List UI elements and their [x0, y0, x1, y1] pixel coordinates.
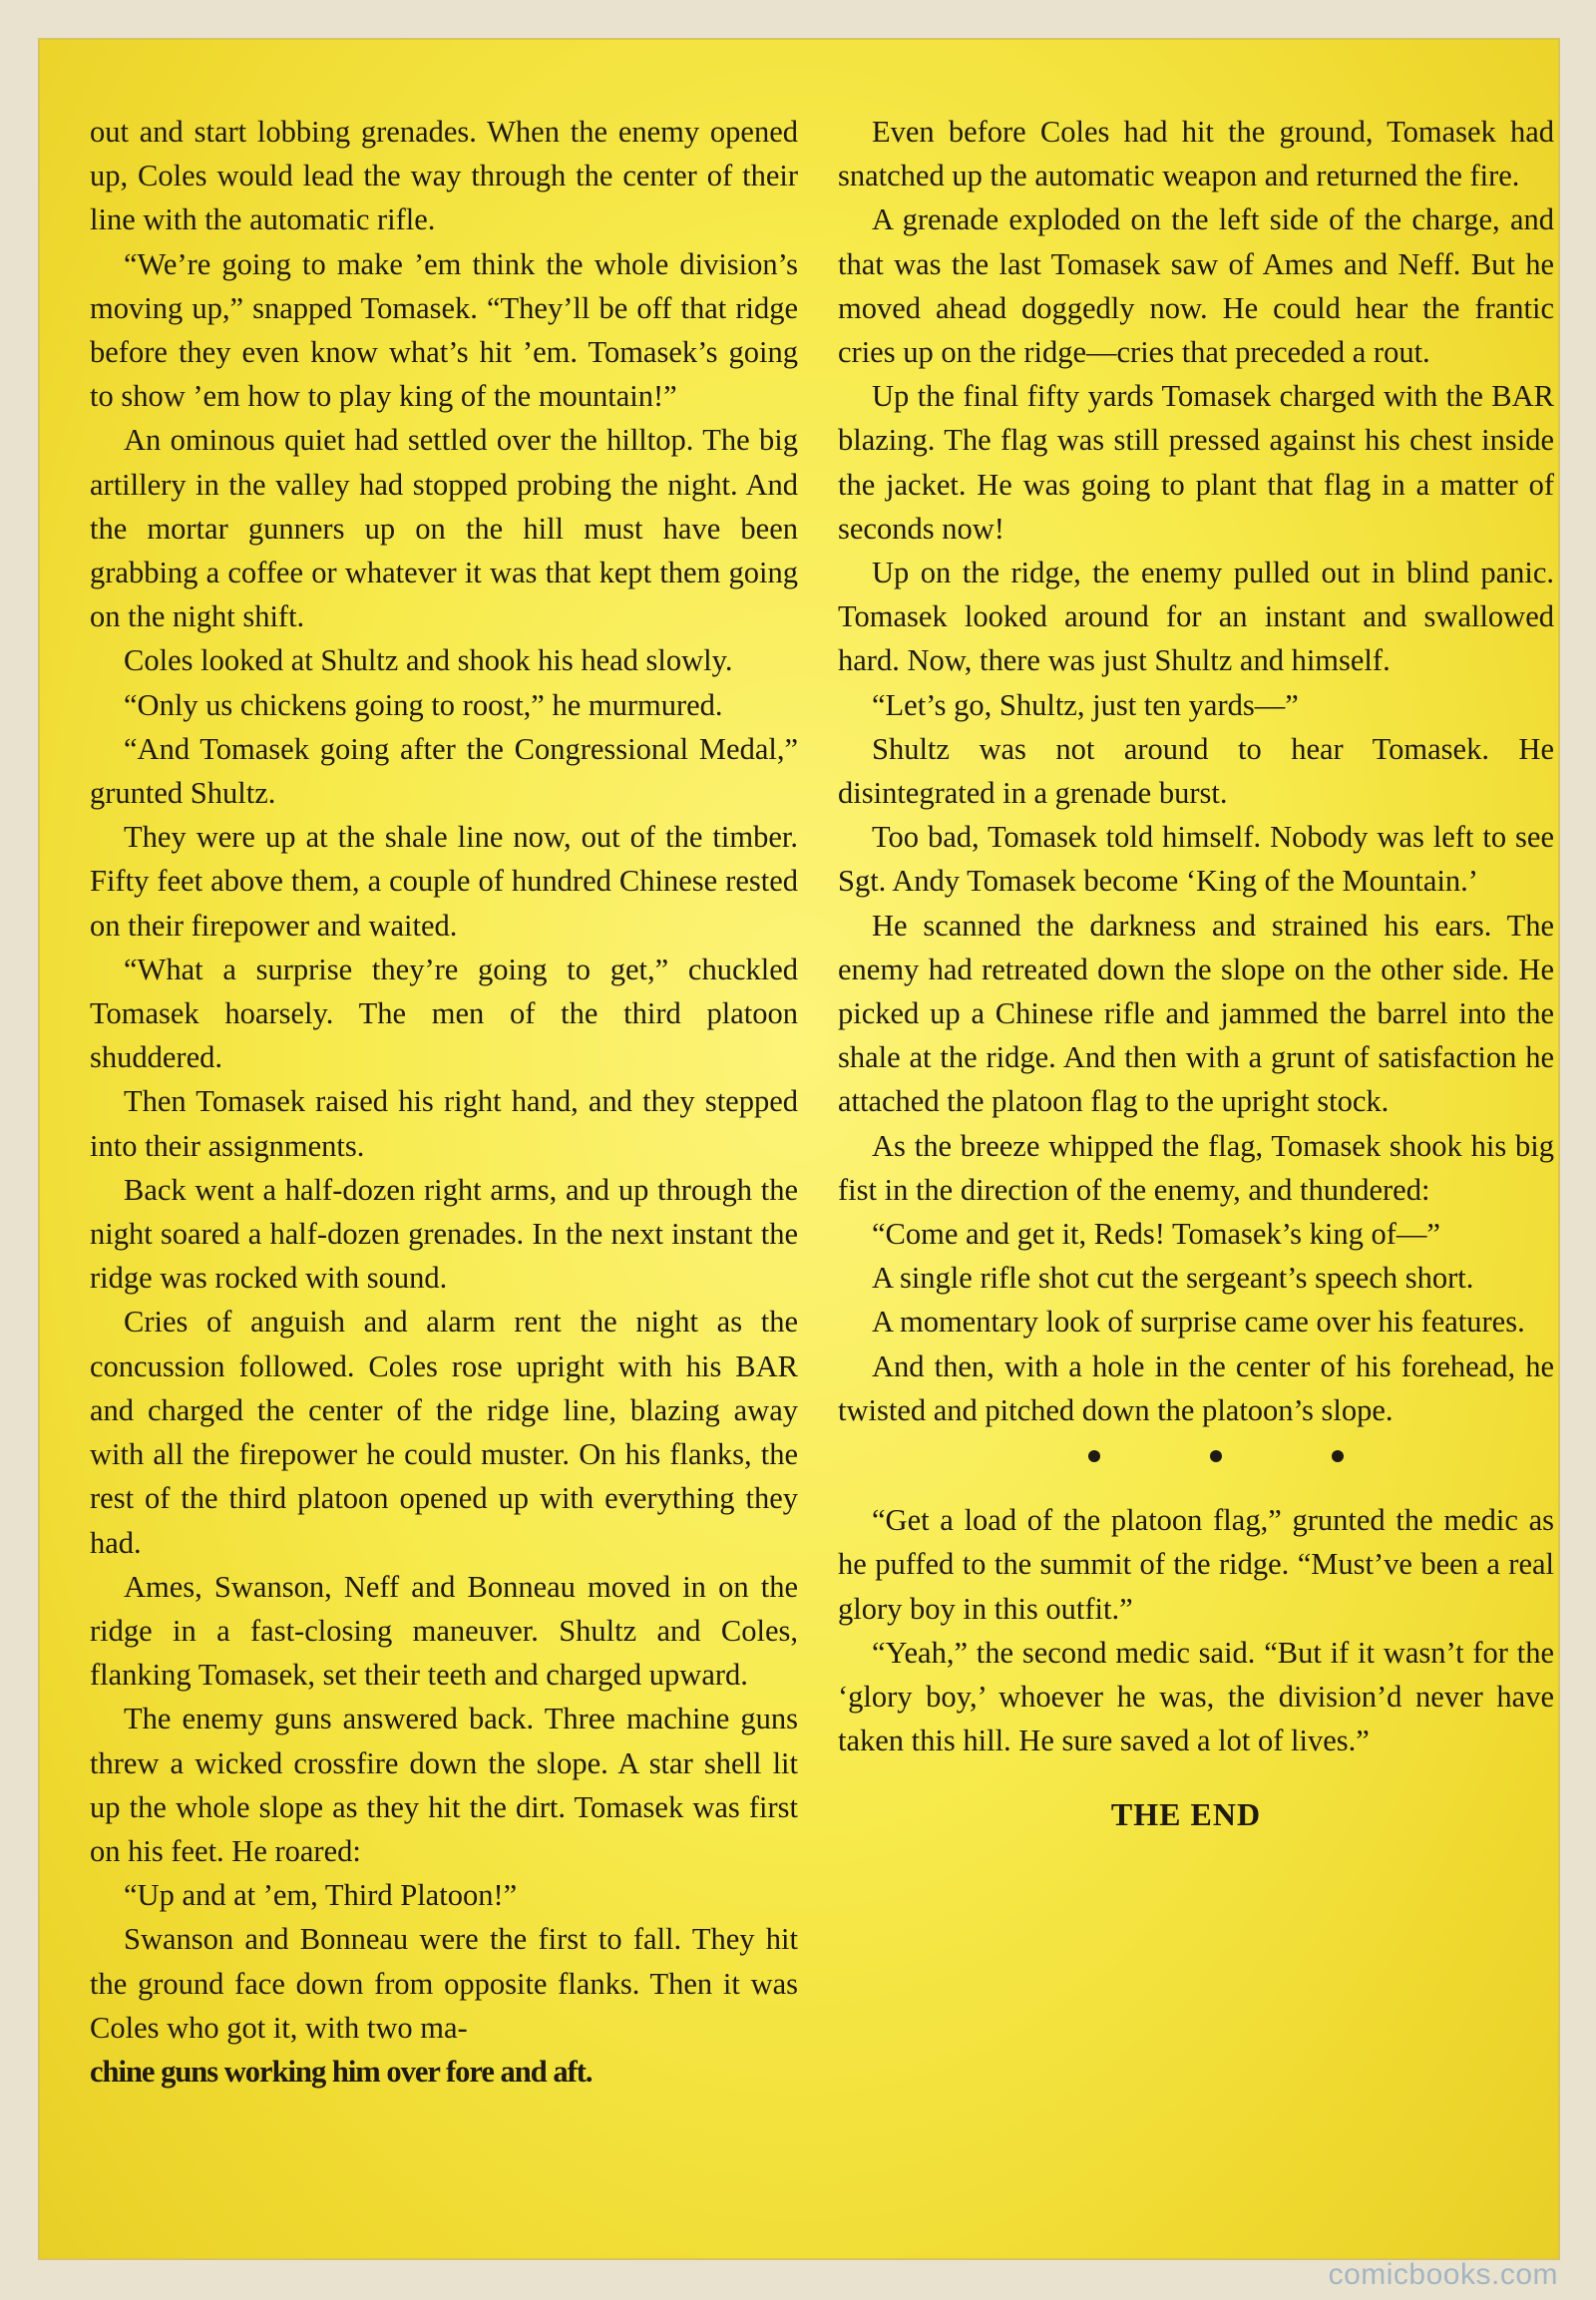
paragraph: Too bad, Tomasek told himself. Nobody was left to see Sgt. Andy Tomasek become ‘King of the Mountain.’ — [838, 820, 1554, 899]
paragraph: “Yeah,” the second medic said. “But if it wasn’t for the ‘glory boy,’ whoever he was, the division’d never have taken this hill. He sure saved a lot of lives.” — [838, 1635, 1554, 1758]
the-end-label: THE END — [1110, 1796, 1262, 1833]
site-watermark: comicbooks.com — [1328, 2258, 1558, 2291]
paragraph: They were up at the shale line now, out of the timber. Fifty feet above them, a couple of hundred Chinese rested on their firepower and waited. — [90, 820, 798, 943]
bullet-dot-icon — [1332, 1450, 1344, 1462]
paragraph: As the breeze whipped the flag, Tomasek shook his big fist in the direction of the enemy, and thundered: — [838, 1128, 1554, 1207]
bullet-dot-icon — [1210, 1450, 1222, 1462]
bullet-dot-icon — [1088, 1450, 1100, 1462]
paragraph-bold-line: chine guns working him over fore and aft. — [90, 2054, 593, 2089]
paragraph: He scanned the darkness and strained his ears. The enemy had retreated down the slope on the other side. He picked up a Chinese rifle and jammed the barrel into the shale at the ridge. And then with a grunt of satisfaction he attached the platoon flag to the upright stock. — [838, 908, 1554, 1119]
paragraph: Even before Coles had hit the ground, Tomasek had snatched up the automatic weapon and returned the fire. — [838, 115, 1554, 193]
paragraph: “What a surprise they’re going to get,” chuckled Tomasek hoarsely. The men of the third platoon shuddered. — [90, 952, 798, 1075]
paragraph: Shultz was not around to hear Tomasek. He disintegrated in a grenade burst. — [838, 731, 1554, 811]
paragraph: Back went a half-dozen right arms, and up through the night soared a half-dozen grenades. In the next instant the ridge was rocked with sound. — [90, 1172, 798, 1296]
paragraph: Cries of anguish and alarm rent the night as the concussion followed. Coles rose upright with his BAR and charged the center of the ridge line, blazing away with all the firepower he could muster. On his flanks, the rest of the third platoon opened up with everything they had. — [90, 1305, 798, 1560]
paragraph: “Come and get it, Reds! Tomasek’s king of—” — [872, 1217, 1440, 1252]
paragraph: “Let’s go, Shultz, just ten yards—” — [872, 687, 1299, 722]
paragraph: out and start lobbing grenades. When the enemy opened up, Coles would lead the way through the center of their line with the automatic rifle. — [90, 115, 798, 237]
paragraph: Up the final fifty yards Tomasek charged with the BAR blazing. The flag was still pressed against his chest inside the jacket. He was going to plant that flag in a matter of seconds now! — [838, 379, 1554, 546]
paragraph: “We’re going to make ’em think the whole division’s moving up,” snapped Tomasek. “They’ll be off that ridge before they even know what’s hit ’em. Tomasek’s going to show ’em how to play king of the mountain!” — [90, 246, 798, 414]
paragraph: Then Tomasek raised his right hand, and they stepped into their assignments. — [90, 1084, 798, 1163]
paragraph: Coles looked at Shultz and shook his head slowly. — [124, 643, 733, 678]
paragraph: A grenade exploded on the left side of the charge, and that was the last Tomasek saw of Ames and Neff. But he moved ahead doggedly now. He could hear the frantic cries up on the ridge—cries that preceded a rout. — [838, 202, 1554, 370]
paragraph: “Get a load of the platoon flag,” grunted the medic as he puffed to the summit of the ridge. “Must’ve been a real glory boy in this outfit.” — [838, 1503, 1554, 1626]
paragraph: And then, with a hole in the center of his forehead, he twisted and pitched down the platoon’s slope. — [838, 1348, 1554, 1427]
comic-text-page — [38, 38, 1560, 2260]
paragraph: The enemy guns answered back. Three machine guns threw a wicked crossfire down the slope. A star shell lit up the whole slope as they hit the dirt. Tomasek was first on his feet. He roared: — [90, 1702, 798, 1868]
paragraph: “Only us chickens going to roost,” he murmured. — [124, 687, 723, 722]
paragraph: Up on the ridge, the enemy pulled out in blind panic. Tomasek looked around for an instant and swallowed hard. Now, there was just Shultz and himself. — [838, 556, 1554, 678]
left-text-column — [90, 110, 798, 2094]
paragraph: A momentary look of surprise came over his features. — [872, 1305, 1525, 1340]
paragraph: Ames, Swanson, Neff and Bonneau moved in on the ridge in a fast-closing maneuver. Shultz and Coles, flanking Tomasek, set their teeth and charged upward. — [90, 1569, 798, 1693]
section-break-dots — [878, 1432, 1554, 1498]
paragraph: “And Tomasek going after the Congressional Medal,” grunted Shultz. — [90, 731, 798, 811]
paragraph: A single rifle shot cut the sergeant’s speech short. — [872, 1261, 1474, 1296]
paragraph: “Up and at ’em, Third Platoon!” — [124, 1878, 518, 1913]
right-text-column — [838, 110, 1554, 1837]
paragraph: Swanson and Bonneau were the first to fall. They hit the ground face down from opposite flanks. Then it was Coles who got it, with two ma- — [90, 1922, 798, 2045]
paragraph: An ominous quiet had settled over the hilltop. The big artillery in the valley had stopped probing the night. And the mortar gunners up on the hill must have been grabbing a coffee or whatever it was that kept them going on the night shift. — [90, 423, 798, 634]
